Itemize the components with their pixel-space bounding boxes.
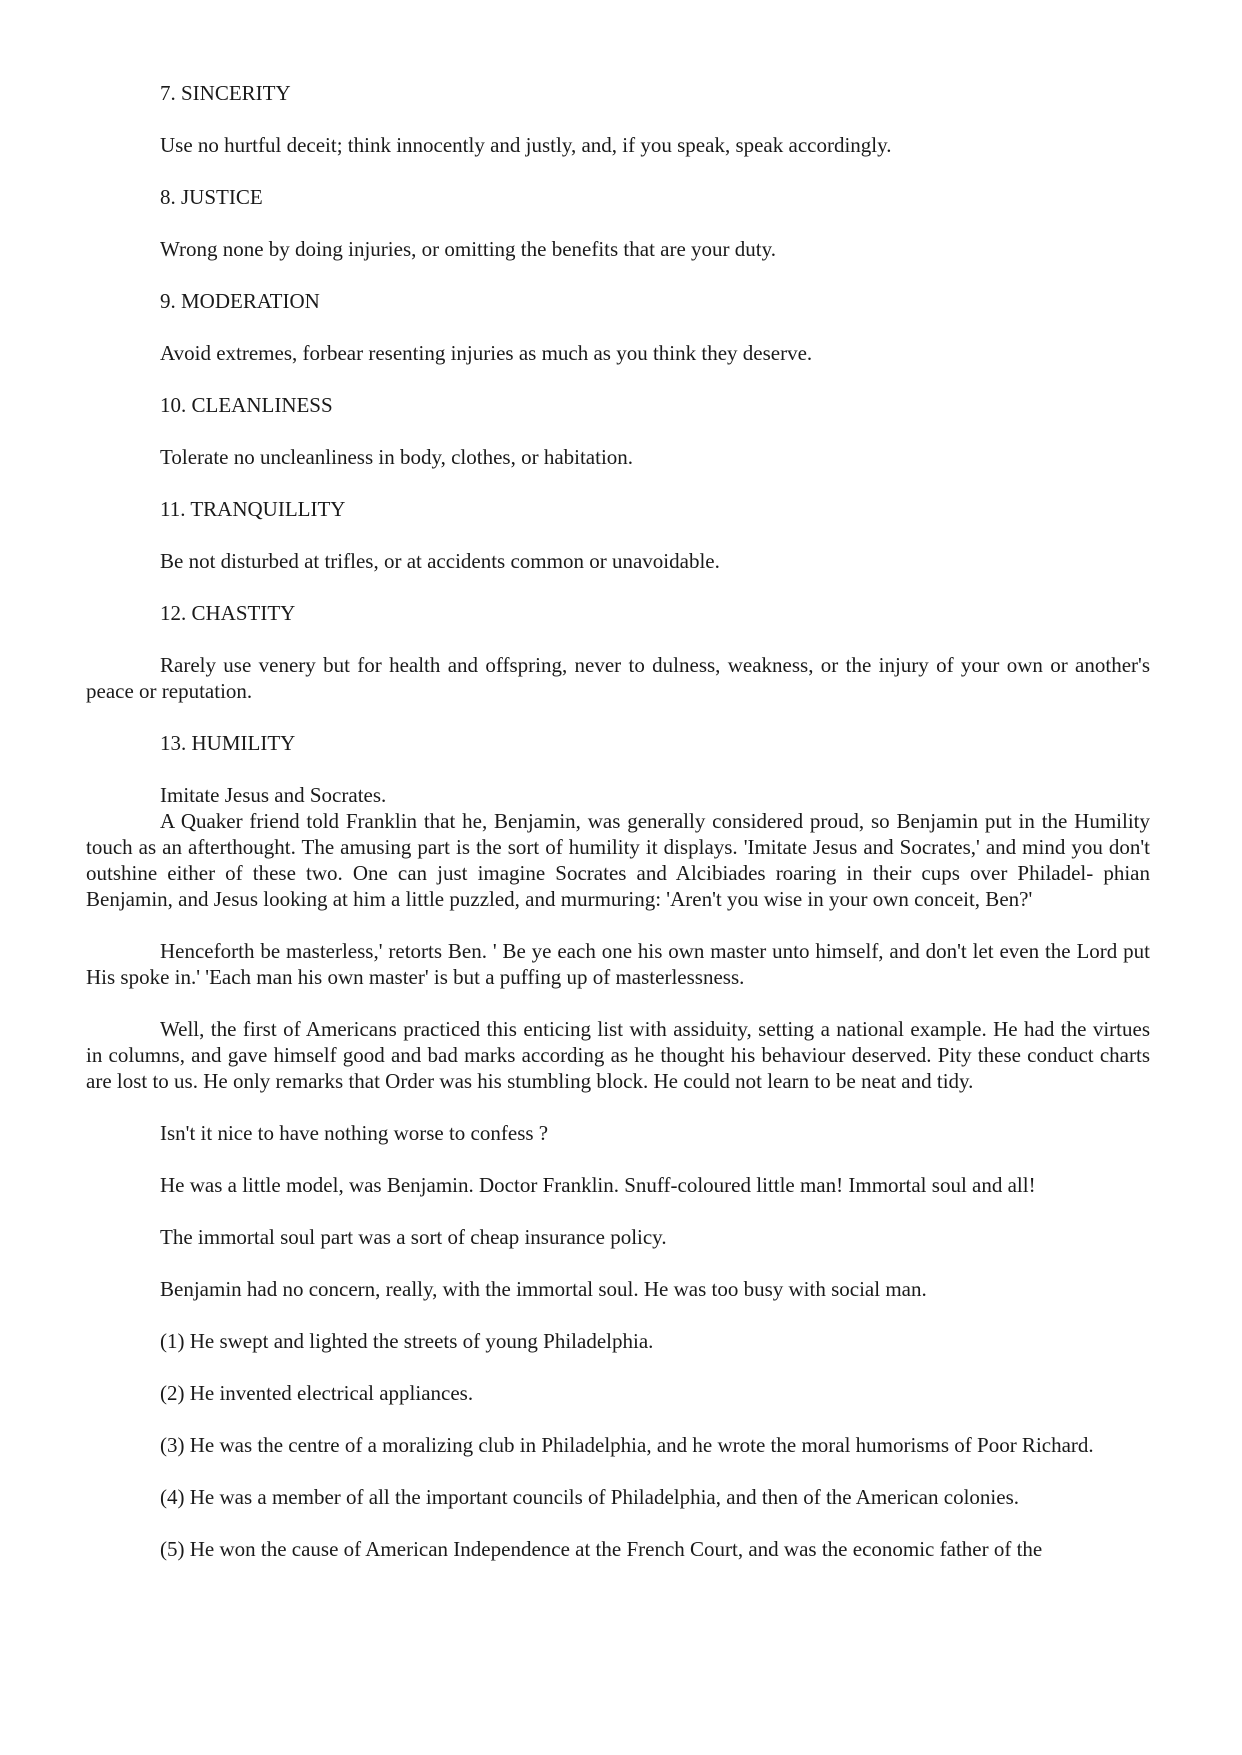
body-paragraph: Henceforth be masterless,' retorts Ben. ' Be ye each one his own master unto himself, and don't let even the Lord put His spoke in.' 'Each man his own master' is but a puffing up of masterlessness.	[86, 939, 1150, 989]
body-paragraph: A Quaker friend told Franklin that he, Benjamin, was generally considered proud, so Benjamin put in the Humility touch as an afterthought. The amusing part is the sort of humility it displays. 'Imitate Jesus and Socrates,' and mind you don't outshine either of these two. One can just imagine Socrates and Alcibiades roaring in their cups over Philadel- phian Benjamin, and Jesus looking at him a little puzzled, and murmuring: 'Aren't you wise in your own conceit, Ben?'	[86, 809, 1150, 911]
list-item-2: (2) He invented electrical appliances.	[160, 1381, 474, 1405]
list-item-4: (4) He was a member of all the important councils of Philadelphia, and then of the American colonies.	[160, 1485, 1019, 1509]
virtue-precept-justice: Wrong none by doing injuries, or omitting the benefits that are your duty.	[160, 237, 777, 261]
document-page	[86, 80, 1150, 1588]
list-item-5: (5) He won the cause of American Independence at the French Court, and was the economic father of the	[160, 1537, 1043, 1561]
list-item-3: (3) He was the centre of a moralizing club in Philadelphia, and he wrote the moral humorisms of Poor Richard.	[160, 1433, 1094, 1457]
virtue-heading-tranquillity: 11. TRANQUILLITY	[160, 497, 346, 521]
body-paragraph: Benjamin had no concern, really, with the immortal soul. He was too busy with social man.	[160, 1277, 927, 1301]
body-paragraph: Isn't it nice to have nothing worse to confess ?	[160, 1121, 549, 1145]
virtue-precept-cleanliness: Tolerate no uncleanliness in body, clothes, or habitation.	[160, 445, 634, 469]
virtue-heading-cleanliness: 10. CLEANLINESS	[160, 393, 333, 417]
virtue-precept-humility: Imitate Jesus and Socrates.	[160, 783, 387, 807]
virtue-heading-moderation: 9. MODERATION	[160, 289, 320, 313]
virtue-heading-chastity: 12. CHASTITY	[160, 601, 296, 625]
virtue-heading-humility: 13. HUMILITY	[160, 731, 296, 755]
body-paragraph: The immortal soul part was a sort of cheap insurance policy.	[160, 1225, 667, 1249]
virtue-precept-chastity: Rarely use venery but for health and offspring, never to dulness, weakness, or the injury of your own or another's peace or reputation.	[86, 653, 1150, 703]
list-item-1: (1) He swept and lighted the streets of young Philadelphia.	[160, 1329, 654, 1353]
body-paragraph: He was a little model, was Benjamin. Doctor Franklin. Snuff-coloured little man! Immortal soul and all!	[160, 1173, 1036, 1197]
virtue-heading-justice: 8. JUSTICE	[160, 185, 263, 209]
virtue-precept-tranquillity: Be not disturbed at trifles, or at accidents common or unavoidable.	[160, 549, 720, 573]
virtue-heading-sincerity: 7. SINCERITY	[160, 81, 291, 105]
virtue-precept-moderation: Avoid extremes, forbear resenting injuries as much as you think they deserve.	[160, 341, 813, 365]
body-paragraph: Well, the first of Americans practiced this enticing list with assiduity, setting a national example. He had the virtues in columns, and gave himself good and bad marks according as he thought his behaviour deserved. Pity these conduct charts are lost to us. He only remarks that Order was his stumbling block. He could not learn to be neat and tidy.	[86, 1017, 1150, 1093]
virtue-precept-sincerity: Use no hurtful deceit; think innocently and justly, and, if you speak, speak accordingly.	[160, 133, 892, 157]
